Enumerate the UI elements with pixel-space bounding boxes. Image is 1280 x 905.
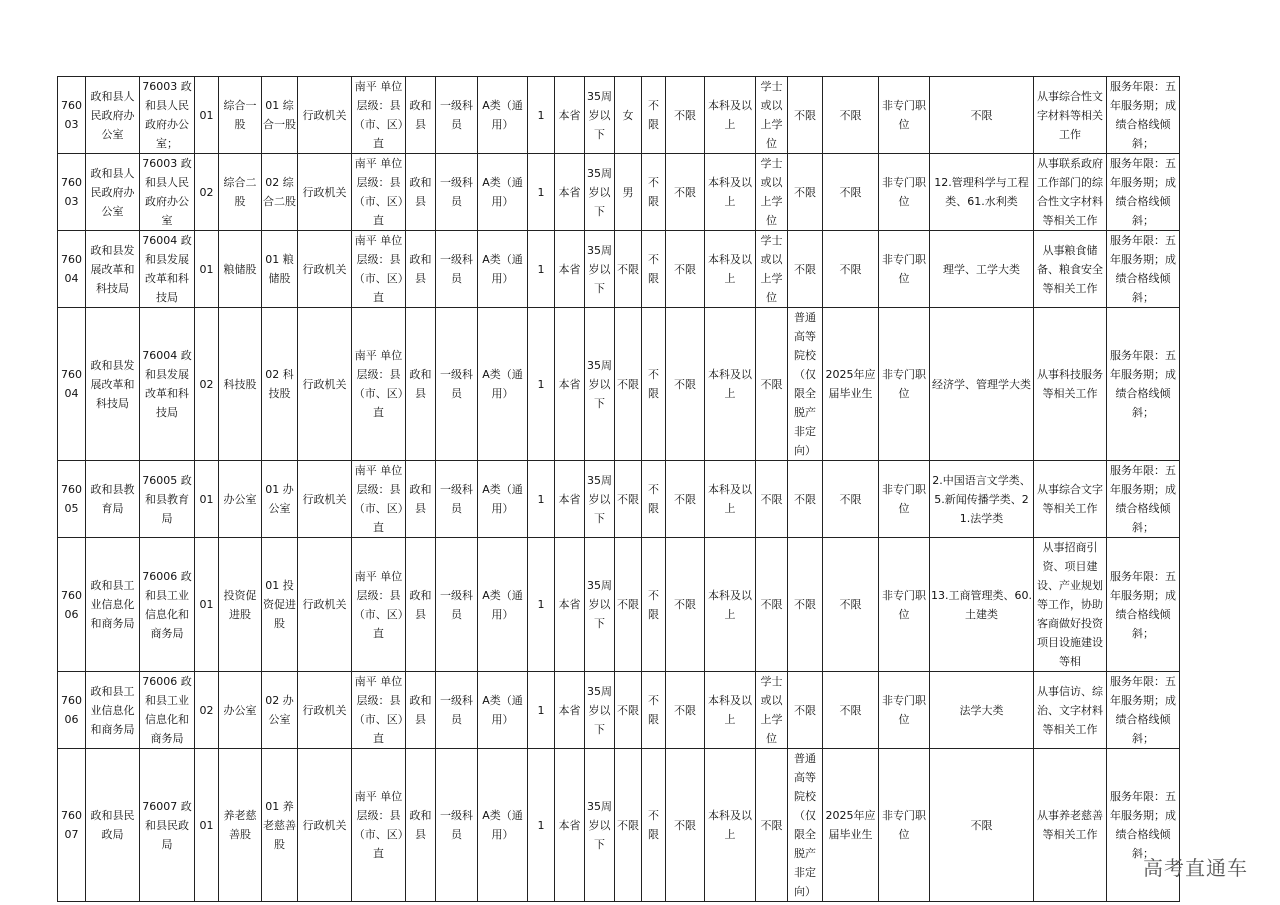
cell-nature: 行政机关 bbox=[298, 231, 352, 308]
cell-education: 本科及以上 bbox=[705, 308, 756, 461]
cell-count: 1 bbox=[528, 749, 555, 902]
cell-age: 35周岁以下 bbox=[585, 231, 615, 308]
cell-level: 南平 单位层级：县（市、区）直 bbox=[352, 308, 406, 461]
cell-post: 02 综合二股 bbox=[262, 154, 298, 231]
cell-scope: 本省 bbox=[555, 308, 585, 461]
cell-remark: 服务年限：五年服务期；成绩合格线倾斜； bbox=[1107, 154, 1180, 231]
cell-post: 01 养老慈善股 bbox=[262, 749, 298, 902]
cell-rank: 一级科员 bbox=[436, 461, 478, 538]
cell-unit-code: 76004 政和县发展改革和科技局 bbox=[140, 231, 195, 308]
cell-duty: 从事养老慈善等相关工作 bbox=[1034, 749, 1107, 902]
cell-level: 南平 单位层级：县（市、区）直 bbox=[352, 231, 406, 308]
cell-post: 01 综合一股 bbox=[262, 77, 298, 154]
cell-unit-code: 76006 政和县工业信息化和商务局 bbox=[140, 672, 195, 749]
cell-duty: 从事科技服务等相关工作 bbox=[1034, 308, 1107, 461]
cell-duty: 从事联系政府工作部门的综合性文字材料等相关工作 bbox=[1034, 154, 1107, 231]
cell-post-no: 01 bbox=[195, 77, 219, 154]
cell-special: 非专门职位 bbox=[879, 749, 930, 902]
cell-ethnic: 不限 bbox=[642, 461, 666, 538]
cell-ethnic: 不限 bbox=[642, 308, 666, 461]
cell-scope: 本省 bbox=[555, 77, 585, 154]
cell-code: 76005 bbox=[58, 461, 86, 538]
cell-age: 35周岁以下 bbox=[585, 77, 615, 154]
cell-special: 非专门职位 bbox=[879, 231, 930, 308]
cell-graduate: 不限 bbox=[788, 672, 823, 749]
cell-category: A类（通用） bbox=[478, 154, 528, 231]
cell-category: A类（通用） bbox=[478, 231, 528, 308]
cell-dept: 粮储股 bbox=[219, 231, 262, 308]
cell-county: 政和县 bbox=[406, 538, 436, 672]
cell-post-no: 02 bbox=[195, 308, 219, 461]
cell-scope: 本省 bbox=[555, 538, 585, 672]
cell-post-no: 01 bbox=[195, 538, 219, 672]
cell-education: 本科及以上 bbox=[705, 154, 756, 231]
cell-code: 76004 bbox=[58, 308, 86, 461]
cell-education: 本科及以上 bbox=[705, 749, 756, 902]
cell-count: 1 bbox=[528, 461, 555, 538]
cell-major: 12.管理科学与工程类、61.水利类 bbox=[930, 154, 1034, 231]
cell-code: 76006 bbox=[58, 672, 86, 749]
cell-category: A类（通用） bbox=[478, 77, 528, 154]
cell-category: A类（通用） bbox=[478, 538, 528, 672]
cell-remark: 服务年限：五年服务期；成绩合格线倾斜； bbox=[1107, 749, 1180, 902]
cell-count: 1 bbox=[528, 672, 555, 749]
cell-graduate: 不限 bbox=[788, 77, 823, 154]
cell-degree: 学士或以上学位 bbox=[756, 231, 788, 308]
cell-level: 南平 单位层级：县（市、区）直 bbox=[352, 749, 406, 902]
cell-politic: 不限 bbox=[666, 538, 705, 672]
cell-county: 政和县 bbox=[406, 231, 436, 308]
cell-unit: 政和县发展改革和科技局 bbox=[86, 231, 140, 308]
cell-age: 35周岁以下 bbox=[585, 749, 615, 902]
cell-county: 政和县 bbox=[406, 154, 436, 231]
cell-source: 不限 bbox=[823, 672, 879, 749]
cell-post-no: 02 bbox=[195, 672, 219, 749]
cell-age: 35周岁以下 bbox=[585, 461, 615, 538]
cell-unit: 政和县工业信息化和商务局 bbox=[86, 538, 140, 672]
cell-education: 本科及以上 bbox=[705, 672, 756, 749]
cell-rank: 一级科员 bbox=[436, 749, 478, 902]
cell-major: 不限 bbox=[930, 749, 1034, 902]
cell-post: 01 粮储股 bbox=[262, 231, 298, 308]
watermark-text: 高考直通车 bbox=[1143, 856, 1248, 880]
cell-code: 76003 bbox=[58, 154, 86, 231]
cell-gender: 不限 bbox=[615, 672, 642, 749]
cell-special: 非专门职位 bbox=[879, 672, 930, 749]
cell-county: 政和县 bbox=[406, 672, 436, 749]
cell-level: 南平 单位层级：县（市、区）直 bbox=[352, 77, 406, 154]
cell-politic: 不限 bbox=[666, 154, 705, 231]
table-row bbox=[58, 749, 1180, 902]
cell-post-no: 01 bbox=[195, 749, 219, 902]
cell-county: 政和县 bbox=[406, 749, 436, 902]
cell-code: 76003 bbox=[58, 77, 86, 154]
cell-ethnic: 不限 bbox=[642, 231, 666, 308]
cell-count: 1 bbox=[528, 231, 555, 308]
cell-age: 35周岁以下 bbox=[585, 672, 615, 749]
cell-major: 不限 bbox=[930, 77, 1034, 154]
cell-education: 本科及以上 bbox=[705, 538, 756, 672]
table-row bbox=[58, 77, 1180, 154]
cell-special: 非专门职位 bbox=[879, 154, 930, 231]
cell-unit: 政和县工业信息化和商务局 bbox=[86, 672, 140, 749]
cell-graduate: 不限 bbox=[788, 461, 823, 538]
cell-politic: 不限 bbox=[666, 749, 705, 902]
cell-degree: 不限 bbox=[756, 749, 788, 902]
cell-unit-code: 76007 政和县民政局 bbox=[140, 749, 195, 902]
cell-education: 本科及以上 bbox=[705, 461, 756, 538]
cell-count: 1 bbox=[528, 308, 555, 461]
cell-gender: 不限 bbox=[615, 749, 642, 902]
cell-graduate: 普通高等院校（仅限全脱产非定向） bbox=[788, 749, 823, 902]
cell-category: A类（通用） bbox=[478, 461, 528, 538]
cell-dept: 办公室 bbox=[219, 672, 262, 749]
cell-degree: 不限 bbox=[756, 308, 788, 461]
cell-scope: 本省 bbox=[555, 154, 585, 231]
cell-ethnic: 不限 bbox=[642, 77, 666, 154]
cell-special: 非专门职位 bbox=[879, 461, 930, 538]
cell-gender: 男 bbox=[615, 154, 642, 231]
cell-unit-code: 76003 政和县人民政府办公室； bbox=[140, 77, 195, 154]
cell-gender: 不限 bbox=[615, 538, 642, 672]
cell-post: 02 科技股 bbox=[262, 308, 298, 461]
cell-level: 南平 单位层级：县（市、区）直 bbox=[352, 538, 406, 672]
table-row bbox=[58, 231, 1180, 308]
cell-post-no: 02 bbox=[195, 154, 219, 231]
cell-special: 非专门职位 bbox=[879, 308, 930, 461]
cell-unit-code: 76003 政和县人民政府办公室 bbox=[140, 154, 195, 231]
cell-count: 1 bbox=[528, 538, 555, 672]
cell-remark: 服务年限：五年服务期；成绩合格线倾斜； bbox=[1107, 77, 1180, 154]
cell-dept: 综合二股 bbox=[219, 154, 262, 231]
cell-ethnic: 不限 bbox=[642, 538, 666, 672]
cell-ethnic: 不限 bbox=[642, 154, 666, 231]
cell-politic: 不限 bbox=[666, 461, 705, 538]
cell-county: 政和县 bbox=[406, 461, 436, 538]
cell-major: 经济学、管理学大类 bbox=[930, 308, 1034, 461]
cell-remark: 服务年限：五年服务期；成绩合格线倾斜； bbox=[1107, 461, 1180, 538]
cell-unit: 政和县发展改革和科技局 bbox=[86, 308, 140, 461]
table-row bbox=[58, 672, 1180, 749]
cell-degree: 学士或以上学位 bbox=[756, 672, 788, 749]
cell-education: 本科及以上 bbox=[705, 77, 756, 154]
cell-nature: 行政机关 bbox=[298, 538, 352, 672]
cell-degree: 不限 bbox=[756, 461, 788, 538]
cell-source: 不限 bbox=[823, 461, 879, 538]
cell-unit: 政和县教育局 bbox=[86, 461, 140, 538]
cell-graduate: 不限 bbox=[788, 538, 823, 672]
cell-duty: 从事综合文字等相关工作 bbox=[1034, 461, 1107, 538]
cell-dept: 综合一股 bbox=[219, 77, 262, 154]
cell-code: 76006 bbox=[58, 538, 86, 672]
cell-graduate: 不限 bbox=[788, 154, 823, 231]
cell-source: 2025年应届毕业生 bbox=[823, 749, 879, 902]
cell-rank: 一级科员 bbox=[436, 538, 478, 672]
cell-nature: 行政机关 bbox=[298, 749, 352, 902]
cell-source: 不限 bbox=[823, 154, 879, 231]
cell-degree: 学士或以上学位 bbox=[756, 77, 788, 154]
cell-scope: 本省 bbox=[555, 231, 585, 308]
cell-major: 13.工商管理类、60.土建类 bbox=[930, 538, 1034, 672]
cell-scope: 本省 bbox=[555, 461, 585, 538]
cell-graduate: 普通高等院校（仅限全脱产非定向） bbox=[788, 308, 823, 461]
cell-category: A类（通用） bbox=[478, 749, 528, 902]
cell-rank: 一级科员 bbox=[436, 308, 478, 461]
job-table bbox=[57, 76, 1180, 902]
cell-ethnic: 不限 bbox=[642, 672, 666, 749]
cell-unit-code: 76006 政和县工业信息化和商务局 bbox=[140, 538, 195, 672]
cell-gender: 不限 bbox=[615, 308, 642, 461]
cell-post: 01 投资促进股 bbox=[262, 538, 298, 672]
cell-rank: 一级科员 bbox=[436, 154, 478, 231]
cell-special: 非专门职位 bbox=[879, 538, 930, 672]
cell-rank: 一级科员 bbox=[436, 77, 478, 154]
cell-major: 理学、工学大类 bbox=[930, 231, 1034, 308]
cell-level: 南平 单位层级：县（市、区）直 bbox=[352, 672, 406, 749]
cell-rank: 一级科员 bbox=[436, 672, 478, 749]
cell-nature: 行政机关 bbox=[298, 461, 352, 538]
cell-unit: 政和县民政局 bbox=[86, 749, 140, 902]
cell-major: 法学大类 bbox=[930, 672, 1034, 749]
cell-unit: 政和县人民政府办公室 bbox=[86, 77, 140, 154]
cell-code: 76004 bbox=[58, 231, 86, 308]
cell-education: 本科及以上 bbox=[705, 231, 756, 308]
cell-duty: 从事粮食储备、粮食安全等相关工作 bbox=[1034, 231, 1107, 308]
cell-scope: 本省 bbox=[555, 749, 585, 902]
cell-duty: 从事信访、综治、文字材料等相关工作 bbox=[1034, 672, 1107, 749]
cell-major: 2.中国语言文学类、5.新闻传播学类、21.法学类 bbox=[930, 461, 1034, 538]
cell-dept: 养老慈善股 bbox=[219, 749, 262, 902]
cell-degree: 不限 bbox=[756, 538, 788, 672]
cell-gender: 女 bbox=[615, 77, 642, 154]
cell-level: 南平 单位层级：县（市、区）直 bbox=[352, 461, 406, 538]
cell-level: 南平 单位层级：县（市、区）直 bbox=[352, 154, 406, 231]
cell-count: 1 bbox=[528, 154, 555, 231]
cell-scope: 本省 bbox=[555, 672, 585, 749]
cell-degree: 学士或以上学位 bbox=[756, 154, 788, 231]
cell-age: 35周岁以下 bbox=[585, 308, 615, 461]
cell-ethnic: 不限 bbox=[642, 749, 666, 902]
table-row bbox=[58, 538, 1180, 672]
cell-county: 政和县 bbox=[406, 77, 436, 154]
cell-special: 非专门职位 bbox=[879, 77, 930, 154]
cell-remark: 服务年限：五年服务期；成绩合格线倾斜； bbox=[1107, 538, 1180, 672]
cell-dept: 办公室 bbox=[219, 461, 262, 538]
cell-code: 76007 bbox=[58, 749, 86, 902]
cell-nature: 行政机关 bbox=[298, 77, 352, 154]
table-row bbox=[58, 154, 1180, 231]
cell-source: 2025年应届毕业生 bbox=[823, 308, 879, 461]
cell-politic: 不限 bbox=[666, 308, 705, 461]
cell-county: 政和县 bbox=[406, 308, 436, 461]
cell-nature: 行政机关 bbox=[298, 308, 352, 461]
cell-age: 35周岁以下 bbox=[585, 154, 615, 231]
cell-nature: 行政机关 bbox=[298, 672, 352, 749]
cell-source: 不限 bbox=[823, 231, 879, 308]
cell-post-no: 01 bbox=[195, 461, 219, 538]
cell-dept: 科技股 bbox=[219, 308, 262, 461]
cell-politic: 不限 bbox=[666, 672, 705, 749]
cell-post: 02 办公室 bbox=[262, 672, 298, 749]
cell-graduate: 不限 bbox=[788, 231, 823, 308]
cell-dept: 投资促进股 bbox=[219, 538, 262, 672]
table-row bbox=[58, 308, 1180, 461]
cell-source: 不限 bbox=[823, 538, 879, 672]
cell-remark: 服务年限：五年服务期；成绩合格线倾斜； bbox=[1107, 672, 1180, 749]
table-row bbox=[58, 461, 1180, 538]
cell-post-no: 01 bbox=[195, 231, 219, 308]
cell-source: 不限 bbox=[823, 77, 879, 154]
cell-unit: 政和县人民政府办公室 bbox=[86, 154, 140, 231]
cell-duty: 从事招商引资、项目建设、产业规划等工作，协助客商做好投资项目设施建设等相 bbox=[1034, 538, 1107, 672]
cell-gender: 不限 bbox=[615, 231, 642, 308]
cell-post: 01 办公室 bbox=[262, 461, 298, 538]
cell-gender: 不限 bbox=[615, 461, 642, 538]
cell-remark: 服务年限：五年服务期；成绩合格线倾斜； bbox=[1107, 308, 1180, 461]
cell-remark: 服务年限：五年服务期；成绩合格线倾斜； bbox=[1107, 231, 1180, 308]
cell-politic: 不限 bbox=[666, 77, 705, 154]
cell-unit-code: 76005 政和县教育局 bbox=[140, 461, 195, 538]
cell-duty: 从事综合性文字材料等相关工作 bbox=[1034, 77, 1107, 154]
cell-politic: 不限 bbox=[666, 231, 705, 308]
cell-rank: 一级科员 bbox=[436, 231, 478, 308]
cell-age: 35周岁以下 bbox=[585, 538, 615, 672]
cell-category: A类（通用） bbox=[478, 672, 528, 749]
cell-count: 1 bbox=[528, 77, 555, 154]
cell-unit-code: 76004 政和县发展改革和科技局 bbox=[140, 308, 195, 461]
cell-nature: 行政机关 bbox=[298, 154, 352, 231]
cell-category: A类（通用） bbox=[478, 308, 528, 461]
